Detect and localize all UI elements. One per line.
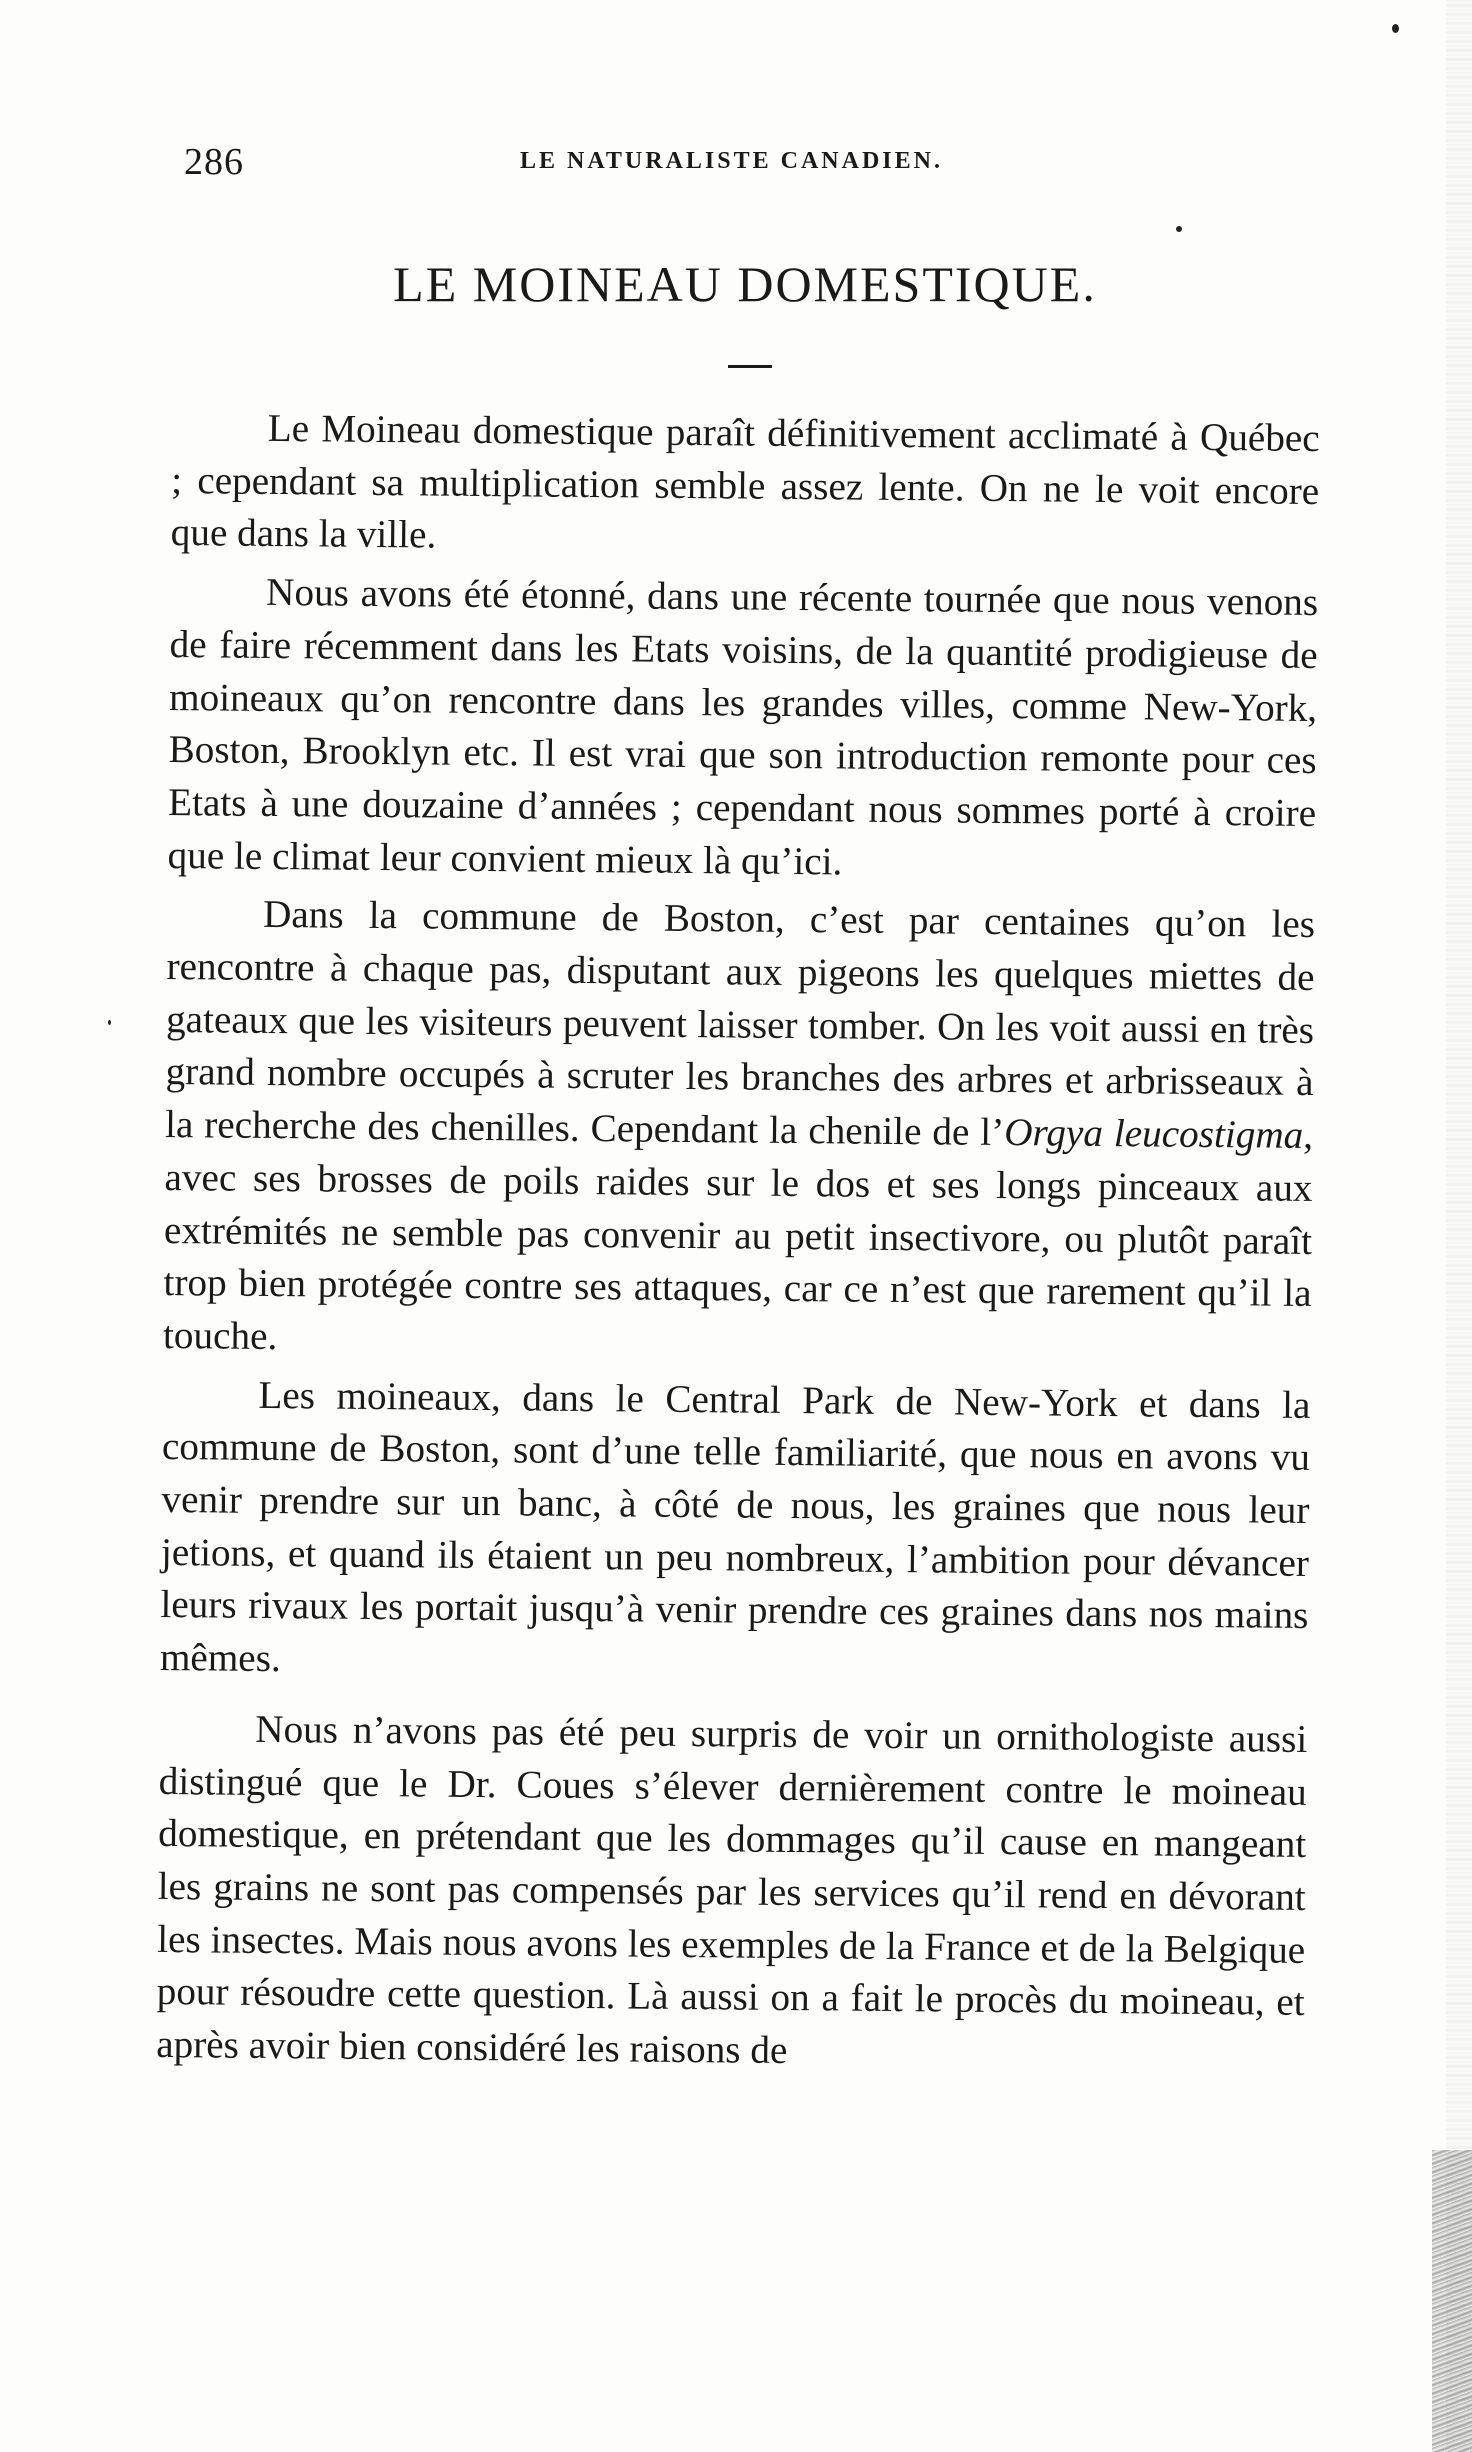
paragraph-4: Les moineaux, dans le Central Park de New-York et dans la commune de Boston, sont d’une telle familiarité, que nous en avons vu venir prendre sur un banc, à côté de nous, les graines que nous leur jetions, et quand ils étaient un peu nombreux, l’ambition pour dévancer leurs rivaux les portait jusqu’à venir prendre ces graines dans nos mains mêmes.	[159, 1373, 1311, 1681]
paragraph-3	[163, 888, 1316, 1373]
article-body	[156, 402, 1320, 2083]
ink-speck	[1176, 226, 1182, 232]
page-number: 286	[184, 141, 244, 183]
ink-speck	[1392, 24, 1399, 33]
ink-speck	[108, 1020, 111, 1025]
article-title: LE MOINEAU DOMESTIQUE.	[393, 256, 1097, 312]
paragraph-5: Nous n’avons pas été peu surpris de voir un ornithologiste aussi distingué que le Dr. Coues s’élever dernièrement contre le moineau domestique, en prétendant que les dommages qu’il cause en mangeant les grains ne sont pas compensés par les services qu’il rend en dévorant les insectes. Mais nous avons les exemples de la France et de la Belgique pour résoudre cette question. Là aussi on a fait le procès du moineau, et après avoir bien considéré les raisons de	[156, 1707, 1308, 2073]
scan-edge-shadow-bottom	[1432, 2150, 1472, 2452]
paragraph-2: Nous avons été étonné, dans une récente tournée que nous venons de faire récemment dans les Etats voisins, de la quantité prodigieuse de moineaux qu’on rencontre dans les grandes villes, comme New-York, Boston, Brooklyn etc. Il est vrai que son introduction remonte pour ces Etats à une douzaine d’années ; cependant nous sommes porté à croire que le climat leur convient mieux là qu’ici.	[167, 571, 1319, 884]
paragraph-3-text-end: , avec ses brosses de poils raides sur le dos et ses longs pinceaux aux extrémités ne semble pas convenir au petit insectivore, ou plutôt paraît trop bien protégée contre ses attaques, car ce n’est que rarement qu’il la touche.	[162, 1114, 1314, 1359]
journal-title: LE NATURALISTE CANADIEN.	[520, 148, 943, 174]
title-rule	[728, 365, 772, 368]
running-header	[180, 140, 1320, 190]
paragraph-1: Le Moineau domestique paraît définitivement acclimaté à Québec ; cependant sa multiplication semble assez lente. On ne le voit encore que dans la ville.	[170, 406, 1320, 557]
scan-edge-shadow	[1446, 0, 1472, 2452]
species-name: Orgya leucostigma	[1004, 1111, 1304, 1158]
paragraph-3-text-start: Dans la commune de Boston, c’est par centaines qu’on les rencontre à chaque pas, disputant aux pigeons les quelques miettes de gateaux que les visiteurs peuvent laisser tomber. On les voit aussi en très grand nombre occupés à scruter les branches des arbres et arbrisseaux à la recherche des chenilles. Cependant la chenile de l’	[164, 893, 1316, 1155]
